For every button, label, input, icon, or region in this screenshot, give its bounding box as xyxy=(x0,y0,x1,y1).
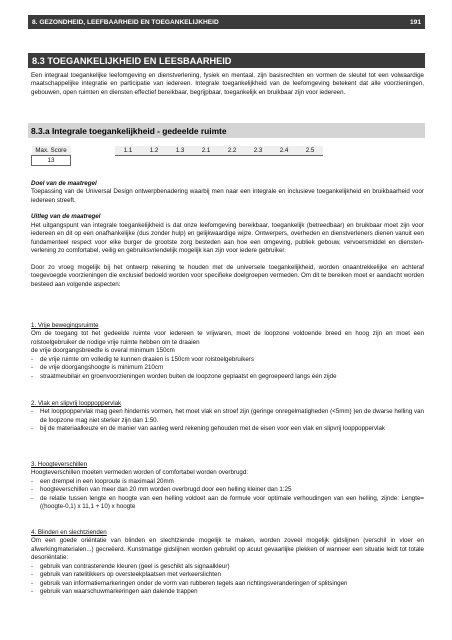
score-col: 1.2 xyxy=(141,146,167,156)
list-item: - gebruik van informatiemarkeringen onder de vorm van rubberen tegels aan richtingsveranderingen of splitsingen xyxy=(31,580,424,588)
list-item: - bij de materiaalkeuze en de manier van aanleg werd rekening gehouden met de eisen voor een vlak en slipvrij looppoppervlak xyxy=(31,425,424,433)
intro-text: Een integraal toegankelijke leefomgeving en dienstverlening, fysiek en mentaal, zijn basisrechten en vormen de sleutel tot een volwaardige maatschappelijke integratie en participatie van iedereen. Integrale toegankelijkheid van de leefomgeving betekent dat alle voorzieningen, gebouwen, open ruimten en diensten effectief bereikbaar, begrijpbaar, toegankelijk en bruikbaar zijn voor iedereen. xyxy=(31,72,424,96)
aspect-1 xyxy=(31,322,424,381)
list-item: - Het looppoppervlak mag geen hindernis vormen, het moet vlak en stroef zijn (geringe onregelmatigheden (<5mm) )en de dwarse helling van de loopzone mag niet sterker zijn dan 1:50. xyxy=(31,408,424,425)
aspect-title: 3. Hoogteverschillen xyxy=(31,461,88,468)
aspect-4 xyxy=(31,529,424,597)
page-number: 191 xyxy=(409,18,421,26)
list-item: - de relatie tussen lengte en hoogte van een helling voldoet aan de formule voor optimale verhoudingen van een helling, zijnde: Lengte=((hoogte-0,1) x 11,1 + 10) x hoogte xyxy=(31,495,424,512)
doel-text: Toepassing van de Universal Design ontwerpbenadering waarbij men naar een integrale en inclusieve toegankelijkheid en bruikbaarheid voor iedereen streeft. xyxy=(31,188,424,204)
aspect-title: 1. Vrije bewegingsruimte xyxy=(31,322,99,329)
uitleg-paragraph-1: Het uitgangspunt van integrale toegankelijkheid is dat onze leefomgeving bereikbaar, toegankelijk (betreedbaar) en bruikbaar moet zijn voor iedereen en dit op een onafhankelijke (dus zonder hulp) en gelijkwaardige wijze. Ontwerpers, overheden en dienstverleners dienen vanuit een fundamenteel respect voor elke burger de grootste zorg besteden aan hoe een omgeving, publiek gebouw, vervoersmiddel en dienstenverlening zo comfortabel, veilig en gebruiksvriendelijk mogelijk kan zijn voor iedere gebruiker. xyxy=(31,221,424,255)
score-col: 2.2 xyxy=(219,146,245,156)
aspect-title: 2. Vlak en slipvrij looppoppervlak xyxy=(31,400,122,407)
list-item: - gebruik van waarschuwmarkeringen aan dalende trappen xyxy=(31,588,424,596)
aspect-title: 4. Blinden en slechtzienden xyxy=(31,529,107,536)
aspect-line: Hoogteverschillen moeten vermeden worden of comfortabel worden overbrugd: xyxy=(31,469,249,477)
score-col: 1.3 xyxy=(167,146,193,156)
chapter-title: 8. GEZONDHEID, LEEFBAARHEID EN TOEGANKELIJKHEID xyxy=(32,18,219,26)
score-col: 2.4 xyxy=(271,146,297,156)
subsection-title: 8.3.a Integrale toegankelijkheid - gedeelde ruimte xyxy=(28,123,425,138)
doel-block xyxy=(31,180,424,289)
score-col: 1.1 xyxy=(115,146,141,156)
max-score-value: 13 xyxy=(32,156,71,166)
list-item: - straatmeubilair en groenvoorzieningen worden buiten de loopzone geplaatst en gegroepeerd langs één zijde xyxy=(31,373,424,381)
list-item: - de vrije ruimte om volledig te kunnen draaien is 150cm voor rolstoelgebruikers xyxy=(31,356,424,364)
max-score-label: Max. Score xyxy=(32,146,71,156)
score-col: 2.1 xyxy=(193,146,219,156)
list-item: - hoogteverschillen van meer dan 20 mm worden overbrugd door een helling kleiner dan 1:25 xyxy=(31,486,424,494)
doel-heading: Doel van de maatregel xyxy=(31,180,97,187)
score-table xyxy=(31,146,323,166)
aspect-line: Om de toegang tot het gedeelde ruimte voor iedereen te vrijwaren, moet de loopzone voldoende breed en hoog zijn en moet een rolstoelgebruiker de nodige vrije ruimte hebben om te draaien xyxy=(31,330,424,346)
aspect-3 xyxy=(31,461,424,512)
list-item: - een drempel in een looproute is maximaal 20mm xyxy=(31,478,424,486)
score-col: 2.3 xyxy=(245,146,271,156)
list-item: - gebruik van ratelitikkers op oversteekplaatsen met verkeerslichten xyxy=(31,571,424,579)
aspect-line: de vrije doorgangsbreedte is overal minimum 150cm xyxy=(31,347,175,355)
list-item: - de vrije doorgangshoogte is minimum 210cm xyxy=(31,364,424,372)
section-title: 8.3 TOEGANKELIJKHEID EN LEESBAARHEID xyxy=(28,53,425,68)
uitleg-heading: Uitleg van de maatregel xyxy=(31,213,101,221)
uitleg-paragraph-2: Door zo vroeg mogelijk bij het ontwerp rekening te houden met de universele toegankelijkheid, worden onaantrekkelijke en achteraf toegevoegde voorzieningen die exclusief bedoeld worden voor specifieke doelgroepen vermeden. Om dit te bereiken moet er aandacht worden besteed aan volgende aspecten: xyxy=(31,263,424,288)
list-item: - gebruik van contrasterende kleuren (geel is geschikt als signaalkleur) xyxy=(31,563,424,571)
aspect-line: Om een goede oriëntatie van blinden en slechtziende mogelijk te maken, worden zoveel mogelijk gidslijnen (verschil in vloer en afwerkingmaterialen...) gecreëerd. Kunstmatige gidslijnen worden gebruikt op acuut gevaarlijke plekken of wanneer een situatie leidt tot totale desoriëntatie: xyxy=(31,537,424,562)
intro-paragraph xyxy=(31,72,424,97)
page-header xyxy=(28,15,425,29)
score-col: 2.5 xyxy=(297,146,323,156)
aspect-2 xyxy=(31,400,424,434)
